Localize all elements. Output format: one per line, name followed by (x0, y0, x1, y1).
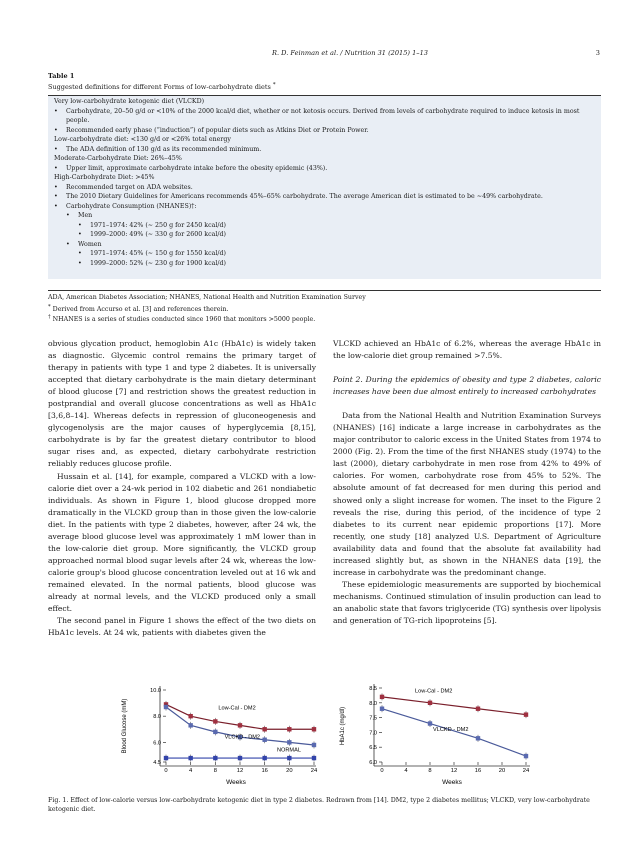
chart-annotation: VLCKD - DM2 (433, 726, 469, 733)
table-bullet-men: • Men (54, 211, 601, 221)
chart-ytick-label: 6.0 (153, 740, 161, 747)
chart-xtick-label: 0 (380, 768, 384, 774)
chart-point (164, 756, 168, 760)
table-bullet: • Carbohydrate, 20–50 g/d or <10% of the 2000 kcal/d diet, whether or not ketosis occurs. Derived from levels of carbohydrate required to induce ketosis in most people. (54, 107, 601, 126)
chart-xtick-label: 24 (310, 768, 318, 774)
chart-point (213, 730, 217, 734)
table-row-moderate: Moderate-Carbohydrate Diet: 26%–45% (54, 155, 182, 162)
section-heading: Point 2. During the epidemics of obesity and type 2 diabetes, caloric increases have been due almost entirely to increased carbohydrates (333, 375, 601, 397)
table-bullet: • The ADA definition of 130 g/d as its recommended minimum. (54, 145, 601, 155)
chart-ytick-label: 7.5 (369, 715, 377, 722)
table-row-vlckd: Very low-carbohydrate ketogenic diet (VLCKD) (54, 98, 205, 105)
chart-point (164, 705, 168, 709)
chart-point (428, 721, 432, 725)
chart-point (238, 723, 242, 727)
table-footnote-star: * Derived from Accurso et al. [3] and references therein. (48, 304, 229, 314)
chart-point (312, 756, 316, 760)
table-bullet: • The 2010 Dietary Guidelines for Americans recommends 45%–65% carbohydrate. The average American diet is estimated to be ∼49% carbohydrate. (54, 192, 601, 202)
chart-ytick-label: 10.0 (150, 688, 161, 694)
table-footnote-abbrev: ADA, American Diabetes Association; NHANES, National Health and Nutrition Examination Survey (48, 294, 366, 301)
table-caption: Suggested definitions for different Forms of low-carbohydrate diets * (48, 82, 276, 92)
chart-point (188, 723, 192, 727)
chart-ytick-label: 4.5 (153, 760, 161, 766)
paragraph: VLCKD achieved an HbA1c of 6.2%, whereas the average HbA1c in the low-calorie diet group remained >7.5%. (333, 339, 601, 361)
chart-point (262, 727, 266, 731)
right-column (333, 338, 601, 627)
chart-xlabel: Weeks (226, 779, 246, 786)
table-bullet: • 1971–1974: 45% (∼ 150 g for 1550 kcal/d) (54, 249, 601, 259)
chart-annotation: Low-Cal - DM2 (218, 705, 256, 712)
paragraph: Hussain et al. [14], for example, compared a VLCKD with a low-calorie diet over a 24-wk period in 102 diabetic and 261 nondiabetic individuals. As shown in Figure 1, blood glucose dropped more dramatically in the VLCKD group than in those given the low-calorie diet. In the patients with type 2 diabetes, however, after 24 wk, the average blood glucose level was approximately 1 mM lower than in the low-calorie diet group. More significantly, the VLCKD group approached normal blood sugar levels after 24 wk, whereas the low-calorie group's blood glucose concentration leveled out at 16 wk and remained elevated. In the normal patients, blood glucose was already at normal levels, and the VLCKD produced only a small effect. (48, 471, 316, 614)
table-label: Table 1 (48, 72, 75, 80)
chart-annotation: VLCKD - DM2 (224, 734, 261, 741)
chart-ytick-label: 6.5 (369, 745, 377, 752)
chart-ytick-label: 8.0 (153, 714, 161, 721)
chart-point (312, 743, 316, 747)
chart-xtick-label: 8 (213, 768, 217, 774)
chart-xtick-label: 20 (286, 768, 293, 774)
chart-xlabel: Weeks (442, 779, 462, 786)
paragraph: These epidemiologic measurements are supported by biochemical mechanisms. Continued stimulation of insulin production can lead to an anabolic state that favors triglyceride (TG) synthesis over lipolysis and generation of TG-rich lipoproteins [5]. (333, 579, 601, 625)
chart-point (213, 719, 217, 723)
running-header (60, 49, 600, 57)
table-bottom-rule (48, 290, 601, 291)
table-footnote-dagger: † NHANES is a series of studies conducted since 1960 that monitors >5000 people. (48, 314, 316, 324)
table-top-rule (48, 95, 601, 96)
chart-point (287, 727, 291, 731)
chart-ylabel: Blood Glucose (mM) (122, 698, 128, 754)
chart-point (476, 736, 480, 740)
chart-point (213, 756, 217, 760)
chart-point (188, 756, 192, 760)
chart-point (380, 707, 384, 711)
chart-xtick-label: 12 (450, 768, 458, 774)
table-row-lcd: Low-carbohydrate diet: <130 g/d or <26% total energy (54, 136, 231, 143)
table-bullet-women: • Women (54, 240, 601, 250)
chart-point (188, 714, 192, 718)
table-bullet: • 1999–2000: 49% (∼ 330 g for 2600 kcal/d) (54, 230, 601, 240)
chart-point (287, 740, 291, 744)
header-citation: R. D. Feinman et al. / Nutrition 31 (2015) 1–13 (272, 49, 428, 57)
table-row-high: High-Carbohydrate Diet: >45% (54, 174, 155, 181)
chart-xtick-label: 16 (261, 768, 268, 774)
page-number: 3 (595, 49, 600, 57)
chart-ytick-label: 8.0 (369, 700, 377, 707)
chart-ytick-label: 7.0 (369, 730, 377, 737)
table-bullet: • Recommended early phase (“induction”) of popular diets such as Atkins Diet or Protein Power. (54, 126, 601, 136)
left-column (48, 338, 316, 639)
chart-xtick-label: 20 (498, 768, 506, 774)
table-bullet: • Carbohydrate Consumption (NHANES)†: (54, 202, 601, 212)
chart-point (238, 756, 242, 760)
chart-point (262, 738, 266, 742)
chart-blood-glucose (116, 678, 326, 788)
chart-series-line (382, 697, 526, 715)
chart-point (428, 701, 432, 705)
table-body (48, 95, 601, 279)
paragraph: Data from the National Health and Nutrition Examination Surveys (NHANES) [16] indicate a large increase in carbohydrates as the major contributor to caloric excess in the United States from 1974 to 2000 (Fig. 2). From the time of the first NHANES study (1974) to the last (2000), dietary carbohydrate in men rose from 42% to 49% of calories. For women, carbohydrate rose from 45% to 52%. The absolute amount of fat decreased for men during this period and showed only a slight increase for women. The inset to the Figure 2 reveals the rise, during this period, of the incidence of type 2 diabetes to its current near epidemic proportions [17]. More recently, one study [18] analyzed U.S. Department of Agriculture availability data and found that the absolute fat availability had increased slightly but, as shown in the NHANES data [19], the increase in carbohydrate was the predominant change. (333, 411, 601, 577)
paragraph: obvious glycation product, hemoglobin A1c (HbA1c) is widely taken as diagnostic. Glycemic control remains the primary target of therapy in patients with type 1 and type 2 diabetes. It is universally accepted that dietary carbohydrate is the main dietary determinant of blood glucose [7] and restriction shows the greatest reduction in postprandial and overall glucose concentrations as well as HbA1c [3,6,8–14]. Whereas defects in repression of gluconeogenesis and glycogenolysis are the major causes of hyperglycemia [8,15], carbohydrate is by far the greatest dietary contributor to blood sugar rises and, as expected, dietary carbohydrate restriction reliably reduces glucose profile. (48, 339, 316, 469)
chart-ylabel: HbA1c (mg/dl) (340, 706, 346, 746)
chart-annotation: Low-Cal - DM2 (415, 688, 453, 695)
chart-point (524, 754, 528, 758)
chart-xtick-label: 4 (404, 768, 408, 774)
chart-xtick-label: 8 (428, 768, 432, 774)
chart-annotation: NORMAL (277, 747, 301, 754)
table-bullet: • 1999–2000: 52% (∼ 230 g for 1900 kcal/d) (54, 259, 601, 269)
chart-hba1c (330, 678, 550, 788)
chart-point (312, 727, 316, 731)
figure-caption: Fig. 1. Effect of low-calorie versus low-carbohydrate ketogenic diet in type 2 diabetes. Redrawn from [14]. DM2, type 2 diabetes mellitus; VLCKD, very low-carbohydrate ketogenic diet. (48, 797, 590, 814)
chart-ytick-label: 6.0 (369, 760, 377, 766)
table-bullet: • Upper limit, approximate carbohydrate intake before the obesity epidemic (43%). (54, 164, 601, 174)
chart-ytick-label: 8.5 (369, 686, 377, 692)
chart-xtick-label: 24 (522, 768, 530, 774)
chart-xtick-label: 12 (236, 768, 244, 774)
chart-point (380, 695, 384, 699)
chart-xtick-label: 16 (474, 768, 482, 774)
paragraph: The second panel in Figure 1 shows the effect of the two diets on HbA1c levels. At 24 wk, patients with diabetes given the (48, 616, 316, 638)
chart-point (476, 707, 480, 711)
chart-point (524, 712, 528, 716)
table-bullet: • 1971–1974: 42% (∼ 250 g for 2450 kcal/d) (54, 221, 601, 231)
chart-point (287, 756, 291, 760)
chart-xtick-label: 0 (164, 768, 168, 774)
table-bullet: • Recommended target on ADA websites. (54, 183, 601, 193)
chart-xtick-label: 4 (189, 768, 193, 774)
chart-point (262, 756, 266, 760)
